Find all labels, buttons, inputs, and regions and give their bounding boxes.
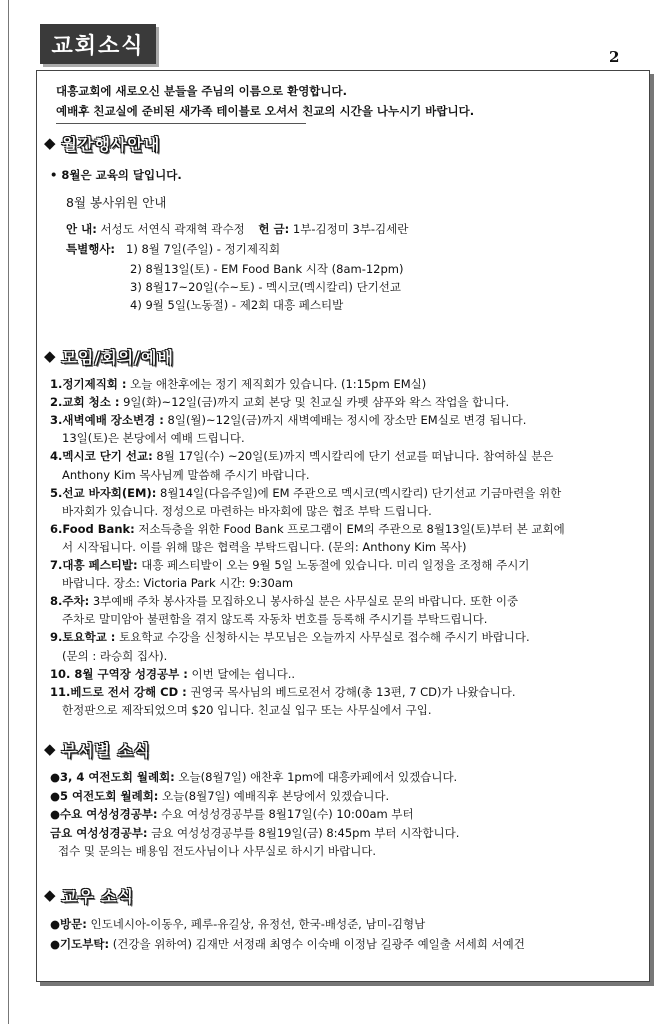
meeting-label: 3.새벽예배 장소변경 : <box>50 413 164 428</box>
dept-text: 금요 여성성경공부를 8월19일(금) 8:45pm 부터 시작합니다. <box>147 825 460 840</box>
meeting-text: 토요학교 수강을 신청하시는 부모님은 오늘까지 사무실로 접수해 주시기 바랍니다. <box>115 630 530 645</box>
dept-text: 오늘(8월7일) 애찬후 1pm에 대흥카페에서 있겠습니다. <box>174 770 458 784</box>
meeting-line <box>50 395 509 409</box>
meeting-text: 저소득층을 위한 Food Bank 프로그램이 EM의 주관으로 8월13일(토)부터 본 교회에 <box>134 521 565 536</box>
meeting-label: 9.토요학교 : <box>50 630 116 645</box>
section-members <box>44 884 134 906</box>
meeting-text: 바자회가 있습니다. 정성으로 마련하는 바자회에 많은 협조 부탁 드립니다. <box>62 503 432 518</box>
meeting-label: 11.베드로 전서 강해 CD : <box>50 684 187 699</box>
meeting-label: 1.정기제직회 : <box>50 377 127 391</box>
section-heading: 월간행사안내 <box>61 134 161 154</box>
intro-line-2: 예배후 친교실에 준비된 새가족 테이블로 오셔서 친교의 시간을 나누시기 바랍니다. <box>56 104 475 118</box>
meeting-text: 한정판으로 제작되었으며 $20 입니다. 친교실 입구 또는 사무실에서 구입. <box>62 702 432 717</box>
meeting-text: Anthony Kim 목사님께 말씀해 주시기 바랍니다. <box>62 467 310 482</box>
monthly-bullet: • 8월은 교육의 달입니다. <box>50 168 182 182</box>
intro-line-1: 대흥교회에 새로오신 분들을 주님의 이름으로 환영합니다. <box>56 84 348 98</box>
meeting-line <box>50 449 553 463</box>
dept-line <box>50 807 414 821</box>
offering-label: 헌 금: <box>258 222 290 236</box>
meeting-text: 3부예배 주차 봉사자를 모집하오니 봉사하실 분은 사무실로 문의 바랍니다. 또한 이중 <box>89 594 519 609</box>
section-meetings <box>44 345 174 367</box>
member-line <box>50 937 525 951</box>
event-3: 3) 8월17~20일(수~토) - 멕시코(멕시칼리) 단기선교 <box>130 280 402 294</box>
member-line <box>50 917 425 931</box>
section-heading: 교우 소식 <box>61 886 134 906</box>
section-heading: 모임/회의/예배 <box>61 347 174 367</box>
meeting-label: 6.Food Bank: <box>50 521 135 536</box>
meeting-line <box>62 576 293 590</box>
meeting-line <box>50 558 529 572</box>
meeting-label: 2.교회 청소 : <box>50 395 120 410</box>
meeting-line <box>50 630 530 644</box>
meeting-text: 13일(토)은 본당에서 예배 드립니다. <box>62 431 245 446</box>
dept-line <box>50 826 459 840</box>
meeting-line <box>62 612 487 626</box>
dept-line <box>58 844 376 858</box>
section-heading: 부서별 소식 <box>61 740 151 760</box>
meeting-line <box>62 504 432 518</box>
meeting-text: 서 시작됩니다. 이를 위해 많은 협력을 부탁드립니다. (문의: Anthony Kim 목사) <box>62 539 467 554</box>
event-4: 4) 9월 5일(노동절) - 제2회 대흥 페스티발 <box>130 298 344 312</box>
dept-label: ●수요 여성성경공부: <box>50 807 158 821</box>
dept-text: 오늘(8월7일) 예배직후 본당에서 있겠습니다. <box>158 788 390 803</box>
committee-title: 8월 봉사위원 안내 <box>66 195 167 210</box>
dept-text: 접수 및 문의는 배용임 전도사님이나 사무실로 하시기 바랍니다. <box>58 844 377 858</box>
event-2: 2) 8월13일(토) - EM Food Bank 시작 (8am-12pm) <box>130 262 404 276</box>
guide-value: 서성도 서연식 곽재혁 곽수정 <box>100 222 245 236</box>
meeting-text: 9일(화)~12일(금)까지 교회 본당 및 친교실 카펫 샴푸와 왁스 작업을 합니다. <box>119 395 510 410</box>
meeting-text: 8일(월)~12일(금)까지 새벽예배는 정시에 장소만 EM실로 변경 됩니다. <box>163 413 527 428</box>
section-monthly-events <box>44 132 160 154</box>
meeting-text: 8월14일(다음주일)에 EM 주관으로 멕시코(멕시칼리) 단기선교 기금마련을 위한 <box>156 485 562 500</box>
meeting-label: 4.멕시코 단기 선교: <box>50 449 153 464</box>
diamond-icon: ◆ <box>44 886 56 904</box>
meeting-text: 이번 달에는 쉽니다.. <box>187 666 296 681</box>
page-number: 2 <box>609 48 620 66</box>
dept-line <box>50 789 389 803</box>
meeting-text: 권영국 목사님의 베드로전서 강해(총 13편, 7 CD)가 나왔습니다. <box>186 684 516 699</box>
guide-label: 안 내: <box>66 222 97 236</box>
page-title: 교회소식 <box>40 24 156 64</box>
meeting-text: 8월 17일(수) ~20일(토)까지 멕시칼리에 단기 선교를 떠납니다. 참여하실 분은 <box>152 449 554 464</box>
meeting-label: 10. 8월 구역장 성경공부 : <box>50 666 188 681</box>
intro-underline <box>56 123 306 124</box>
meeting-line <box>62 468 309 482</box>
dept-line <box>50 770 457 784</box>
dept-text: 수요 여성성경공부를 8월17일(수) 10:00am 부터 <box>157 807 414 821</box>
meeting-line <box>62 649 167 663</box>
member-text: 인도네시아-이동우, 페루-유길상, 유정선, 한국-배성준, 남미-김형남 <box>86 917 426 931</box>
member-text: (건강을 위하여) 김재만 서정래 최영수 이숙배 이정남 길광주 예일출 서세희 서예건 <box>109 937 525 951</box>
meeting-line <box>50 486 561 500</box>
meeting-line <box>62 431 245 445</box>
meeting-label: 7.대흥 페스티발: <box>50 558 138 572</box>
meeting-text: 대흥 페스티발이 오는 9월 5일 노동절에 있습니다. 미리 일정을 조정해 주시기 <box>137 558 530 572</box>
meeting-line <box>62 703 432 717</box>
meeting-line <box>50 594 518 608</box>
event-1: 1) 8월 7일(주일) - 정기제직회 <box>126 242 281 256</box>
member-label: ●기도부탁: <box>50 937 110 951</box>
meeting-text: 바랍니다. 장소: Victoria Park 시간: 9:30am <box>62 576 294 591</box>
section-departments <box>44 738 150 760</box>
guide-row <box>66 222 408 236</box>
meeting-label: 8.주차: <box>50 594 90 609</box>
bullet-text: 8월은 교육의 달입니다. <box>61 168 182 182</box>
meeting-line <box>50 522 565 536</box>
meeting-line <box>50 413 526 427</box>
dept-label: ●3, 4 여전도회 월례회: <box>50 770 175 784</box>
diamond-icon: ◆ <box>44 740 56 758</box>
member-label: ●방문: <box>50 917 87 931</box>
meeting-line <box>50 667 295 681</box>
meeting-text: (문의 : 라승희 집사). <box>62 648 168 663</box>
diamond-icon: ◆ <box>44 134 56 152</box>
offering-value: 1부-김정미 3부-김세란 <box>292 222 409 236</box>
meeting-line <box>50 685 516 699</box>
dept-label: 금요 여성성경공부: <box>50 825 148 840</box>
diamond-icon: ◆ <box>44 347 56 365</box>
events-label: 특별행사: <box>66 242 116 256</box>
meeting-text: 주차로 말미암아 불편함을 겪지 않도록 자동차 번호를 등록해 주시기를 부탁드립니다. <box>62 612 488 627</box>
meeting-line <box>62 540 466 554</box>
meeting-line <box>50 377 426 391</box>
dept-label: ●5 여전도회 월례회: <box>50 788 159 803</box>
meeting-text: 오늘 애찬후에는 정기 제직회가 있습니다. (1:15pm EM실) <box>126 377 427 391</box>
left-margin-rule <box>8 0 9 1024</box>
meeting-label: 5.선교 바자회(EM): <box>50 485 157 500</box>
